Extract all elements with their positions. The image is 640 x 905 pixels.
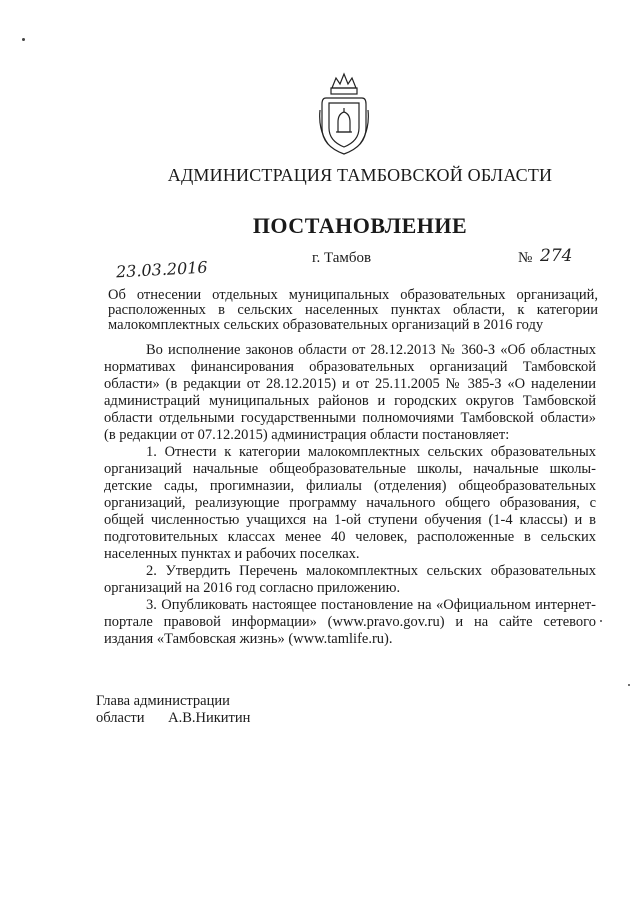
handwritten-date: 23.03.2016 — [115, 257, 209, 282]
document-body — [104, 342, 596, 648]
preamble-paragraph: Во исполнение законов области от 28.12.2013 № 360-З «Об областных нормативах финансирования образовательных организаций Тамбовской области» (в редакции от 28.12.2015) и от 25.11.2005 № 385-З «О наделении администраций муниципальных районов и городских округов Тамбовской области отдельными государственными полномочиями Тамбовской области» (в редакции от 07.12.2015) администрация области постановляет: — [104, 342, 596, 443]
scan-speck — [22, 38, 25, 41]
handwritten-number: 274 — [540, 246, 573, 266]
document-title: ПОСТАНОВЛЕНИЕ — [252, 213, 468, 238]
signature-block — [96, 693, 250, 727]
signature-position-region: области — [96, 710, 145, 726]
item-3-paragraph: 3. Опубликовать настоящее постановление на «Официальном интернет-портале правовой информации» (www.pravo.gov.ru) и на сайте сетевого издания «Тамбовская жизнь» (www.tamlife.ru). — [104, 597, 596, 647]
coat-of-arms-emblem — [318, 70, 370, 160]
scan-speck — [600, 620, 602, 622]
item-1-paragraph: 1. Отнести к категории малокомплектных сельских образовательных организаций начальные общеобразовательные школы, начальные школы-детские сады, прогимназии, филиалы (отделения) общеобразовательных организаций, реализующие программу начального общего образования, с общей численностью учащихся на 1-ой ступени обучения (1-4 классы) и в подготовительных классах менее 40 человек, расположенные в сельских населенных пунктах и рабочих поселках. — [104, 444, 596, 562]
signatory-name: А.В.Никитин — [168, 710, 251, 726]
document-subject: Об отнесении отдельных муниципальных образовательных организаций, расположенных в сельских населенных пунктах области, к категории малокомплектных сельских образовательных организаций в 2016 году — [108, 287, 598, 333]
scan-speck — [628, 684, 630, 686]
city-label: г. Тамбов — [312, 250, 372, 266]
item-2-paragraph: 2. Утвердить Перечень малокомплектных сельских образовательных организаций на 2016 год согласно приложению. — [104, 563, 596, 596]
organization-name: АДМИНИСТРАЦИЯ ТАМБОВСКОЙ ОБЛАСТИ — [167, 165, 553, 185]
signature-position: Глава администрации — [96, 693, 230, 709]
number-label: № — [518, 250, 533, 266]
